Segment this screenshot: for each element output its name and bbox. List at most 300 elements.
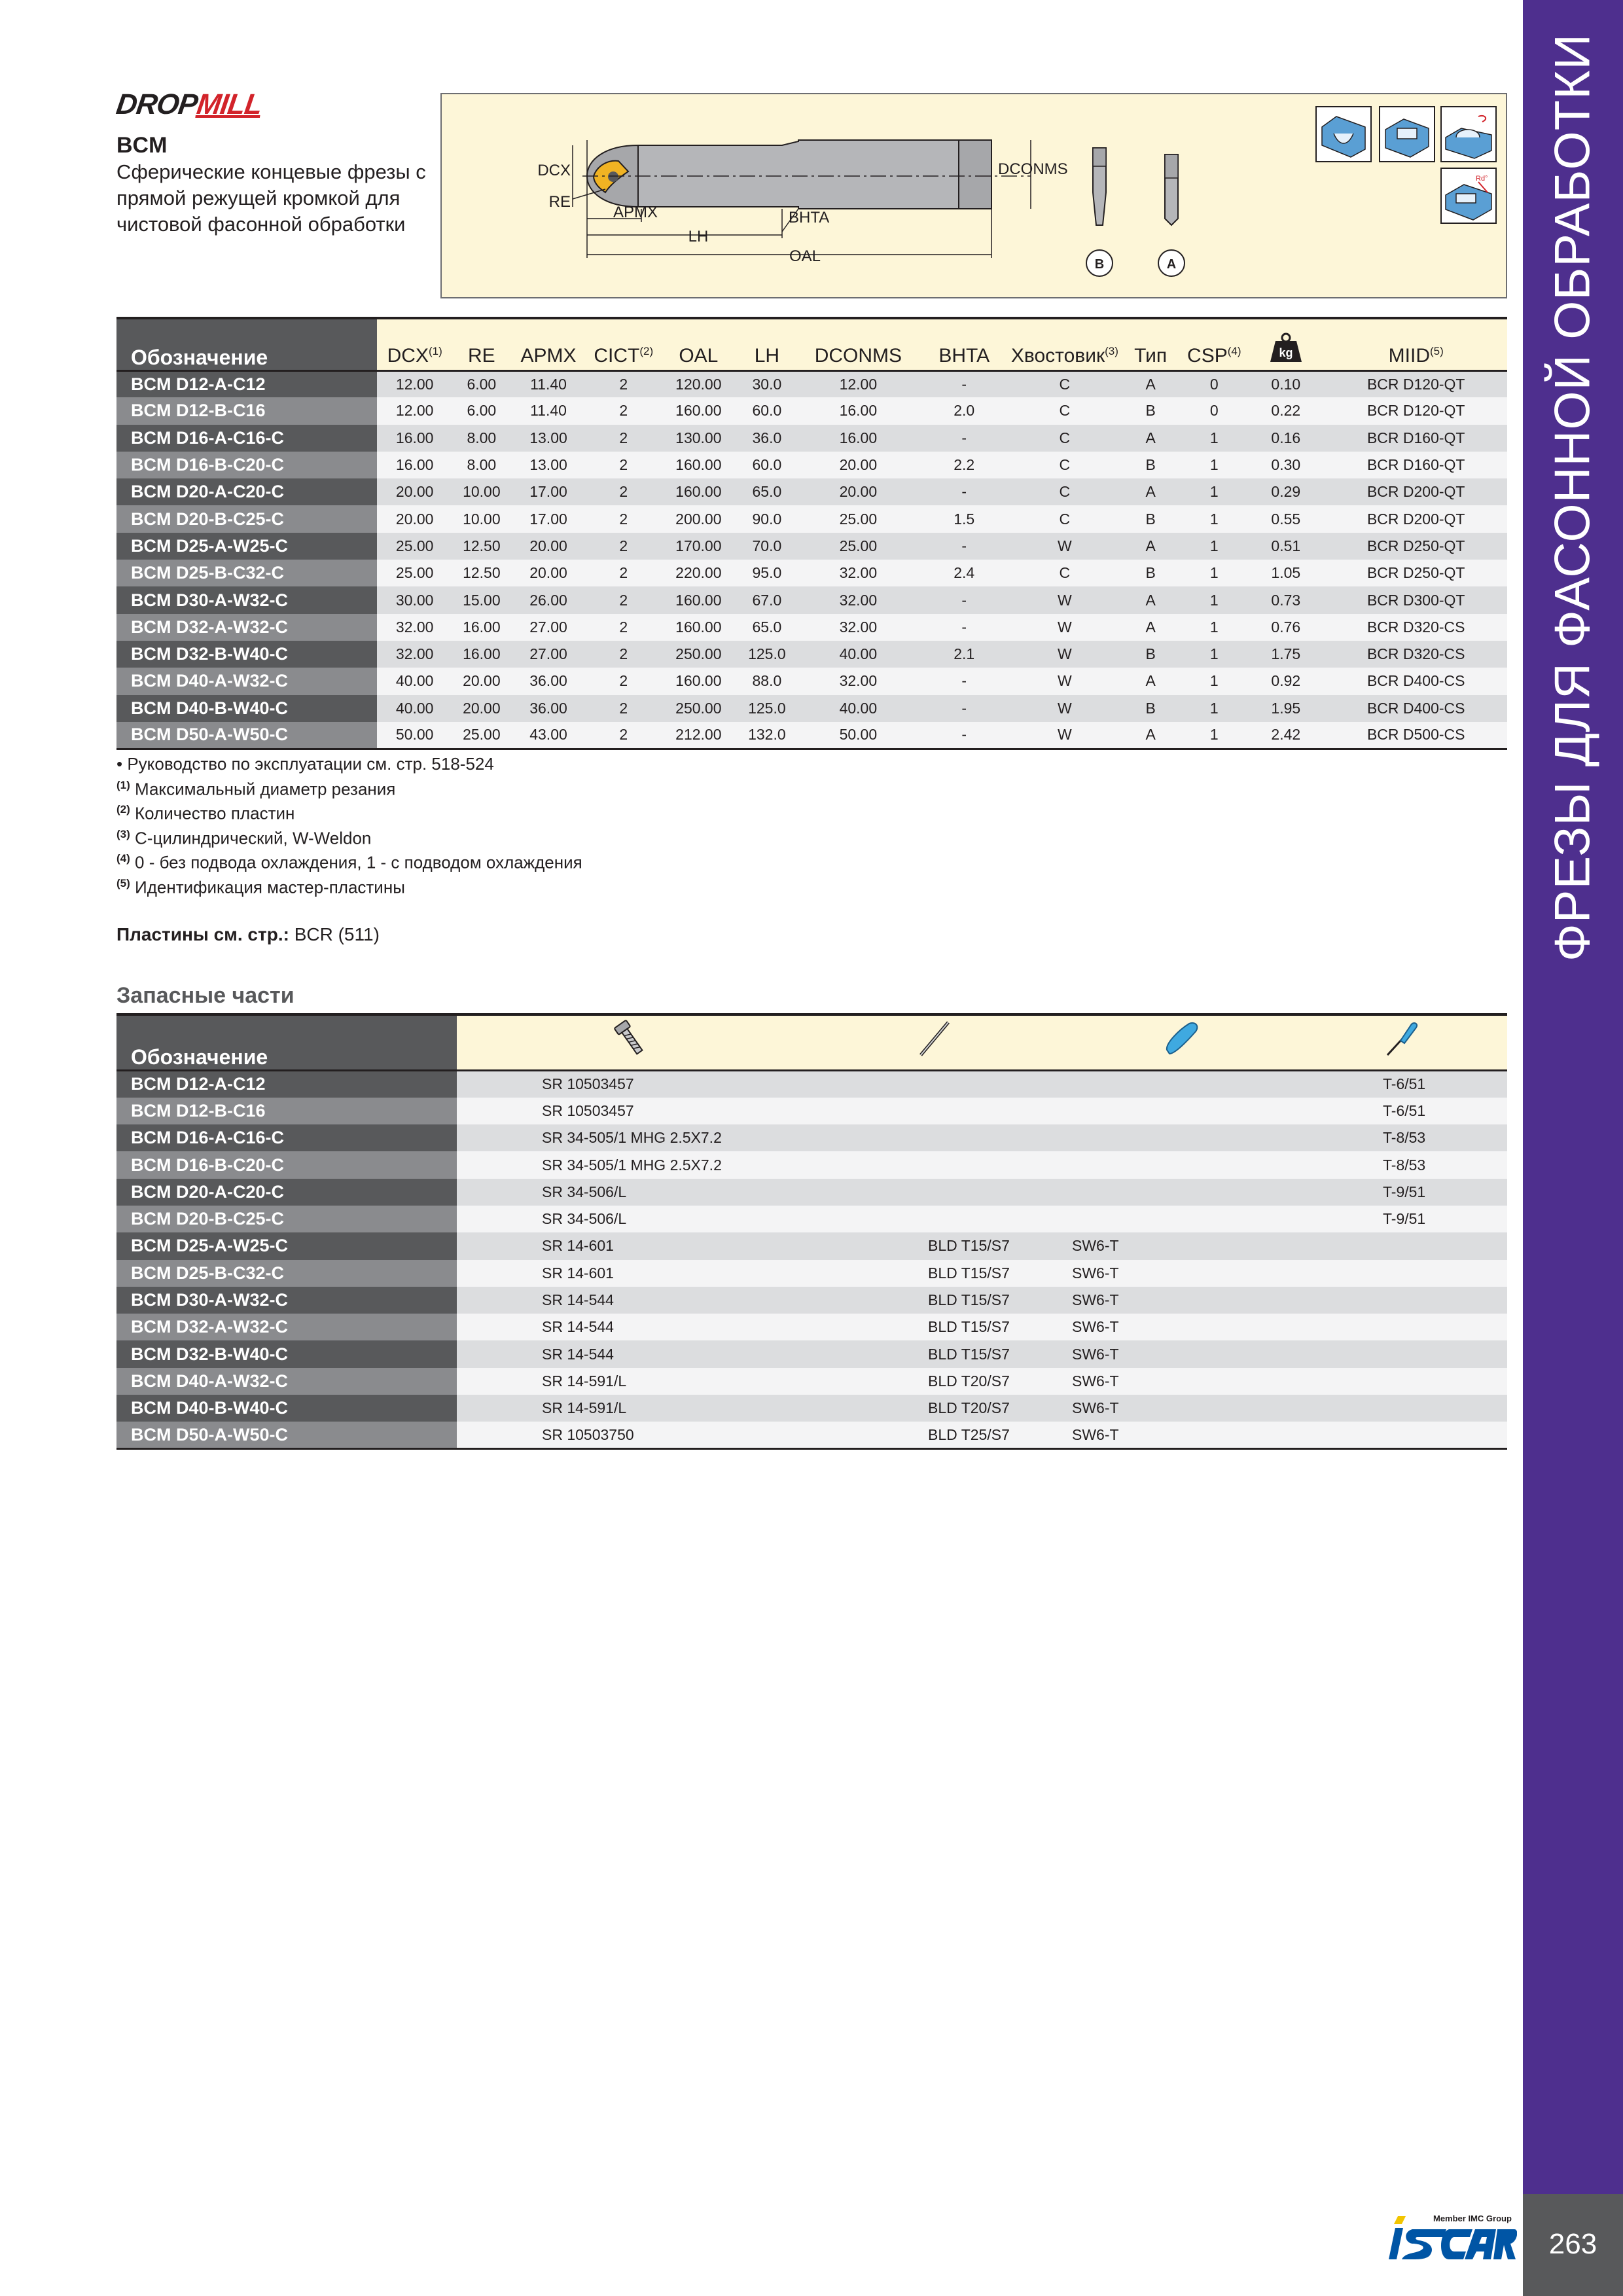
row-designation: BCM D16-B-C20-C — [116, 452, 377, 478]
table-cell: 2 — [586, 668, 661, 694]
table-header-row — [116, 1014, 1507, 1071]
col-header-label: Тип — [1134, 344, 1168, 367]
table-cell: 1.5 — [919, 505, 1010, 532]
table-cell: 1 — [1181, 695, 1247, 722]
inserts-link[interactable]: BCR (511) — [294, 924, 380, 944]
col-header — [377, 318, 452, 370]
table-cell: 2 — [586, 722, 661, 749]
table-cell: 20.00 — [798, 478, 918, 505]
table-cell: 32.00 — [377, 641, 452, 668]
table-cell: 2.0 — [919, 397, 1010, 424]
table-cell: W — [1010, 695, 1120, 722]
row-designation: BCM D32-A-W32-C — [116, 1314, 457, 1340]
col-header — [452, 318, 511, 370]
table-cell: 60.0 — [736, 452, 798, 478]
table-cell: 32.00 — [377, 614, 452, 641]
table-cell: 160.00 — [661, 668, 736, 694]
note-item — [116, 828, 371, 849]
table-cell: 16.00 — [798, 397, 918, 424]
col-header-label: DCX — [387, 344, 429, 367]
note-mark: • — [116, 754, 123, 774]
col-header-label: LH — [754, 344, 780, 367]
table-cell: 1 — [1181, 722, 1247, 749]
col-header-label: BHTA — [938, 344, 990, 367]
table-cell: 1.95 — [1247, 695, 1325, 722]
table-cell: 0.16 — [1247, 425, 1325, 452]
tool-diagram — [440, 93, 1507, 298]
table-cell: 0.29 — [1247, 478, 1325, 505]
table-row — [116, 1206, 1507, 1232]
table-cell: 32.00 — [798, 586, 918, 613]
table-cell: 2 — [586, 533, 661, 560]
table-cell: SW6-T — [1065, 1422, 1298, 1448]
table-cell: - — [919, 614, 1010, 641]
dim-oal-label: OAL — [789, 247, 821, 265]
table-cell: SR 34-505/1 MHG 2.5X7.2 — [457, 1151, 804, 1178]
row-designation: BCM D40-B-W40-C — [116, 695, 377, 722]
table-cell: 25.00 — [798, 505, 918, 532]
table-row — [116, 1314, 1507, 1340]
table-cell: 1 — [1181, 560, 1247, 586]
table-cell: 40.00 — [377, 695, 452, 722]
row-designation: BCM D20-A-C20-C — [116, 478, 377, 505]
table-row — [116, 614, 1507, 641]
table-cell: T-6/51 — [1298, 1071, 1507, 1098]
table-cell: 8.00 — [452, 452, 511, 478]
table-row — [116, 1232, 1507, 1259]
table-cell: 1.05 — [1247, 560, 1325, 586]
table-cell: BLD T15/S7 — [804, 1314, 1065, 1340]
table-cell: 160.00 — [661, 478, 736, 505]
table-cell: 125.0 — [736, 641, 798, 668]
table-cell: 12.00 — [377, 397, 452, 424]
table-cell: 2 — [586, 370, 661, 397]
row-designation: BCM D12-B-C16 — [116, 397, 377, 424]
table-cell: 0.76 — [1247, 614, 1325, 641]
col-header — [1120, 318, 1182, 370]
table-cell: SW6-T — [1065, 1314, 1298, 1340]
table-cell: SR 34-506/L — [457, 1206, 804, 1232]
table-cell: 0.22 — [1247, 397, 1325, 424]
table-cell: 15.00 — [452, 586, 511, 613]
col-header-label: DCONMS — [814, 344, 902, 367]
inserts-label: Пластины см. стр.: — [116, 924, 289, 944]
table-cell: 2 — [586, 695, 661, 722]
dim-re-label: RE — [548, 193, 571, 211]
row-designation: BCM D20-A-C20-C — [116, 1179, 457, 1206]
logo-mill-text: MILL — [194, 88, 264, 120]
table-cell: 36.0 — [736, 425, 798, 452]
table-cell: B — [1120, 641, 1182, 668]
table-cell — [804, 1098, 1065, 1124]
row-designation: BCM D30-A-W32-C — [116, 1287, 457, 1314]
table-cell: 25.00 — [377, 560, 452, 586]
col-header — [1181, 318, 1247, 370]
table-cell: 0.55 — [1247, 505, 1325, 532]
col-header — [1325, 318, 1507, 370]
table-row — [116, 1287, 1507, 1314]
table-cell: W — [1010, 668, 1120, 694]
table-cell: 12.00 — [377, 370, 452, 397]
table-row — [116, 1422, 1507, 1448]
table-row — [116, 478, 1507, 505]
row-designation: BCM D12-B-C16 — [116, 1098, 457, 1124]
col-header — [511, 318, 586, 370]
table-cell — [1065, 1098, 1298, 1124]
table-cell: 160.00 — [661, 397, 736, 424]
dim-dconms-label: DCONMS — [998, 160, 1068, 178]
table-cell: 212.00 — [661, 722, 736, 749]
table-cell: SW6-T — [1065, 1340, 1298, 1367]
table-cell: A — [1120, 533, 1182, 560]
table-row — [116, 722, 1507, 749]
page-number-box — [1523, 2194, 1623, 2296]
table-cell: 1 — [1181, 478, 1247, 505]
table-cell — [804, 1071, 1065, 1098]
series-description: Сферические концевые фрезы с прямой режущей кромкой для чистовой фасонной обработки — [116, 160, 426, 236]
table-cell: BLD T15/S7 — [804, 1340, 1065, 1367]
table-cell: BCR D400-CS — [1325, 668, 1507, 694]
table-cell: 36.00 — [511, 695, 586, 722]
table-cell: A — [1120, 586, 1182, 613]
table-cell: C — [1010, 478, 1120, 505]
table-cell: T-8/53 — [1298, 1124, 1507, 1151]
note-text: Идентификация мастер-пластины — [135, 877, 405, 897]
screw-icon — [607, 1016, 653, 1062]
table-cell: 1.75 — [1247, 641, 1325, 668]
col-header-weight — [1247, 318, 1325, 370]
table-cell: - — [919, 533, 1010, 560]
table-cell: C — [1010, 560, 1120, 586]
table-cell: 1 — [1181, 505, 1247, 532]
row-designation: BCM D16-B-C20-C — [116, 1151, 457, 1178]
table-cell: 120.00 — [661, 370, 736, 397]
col-header — [798, 318, 918, 370]
table-row — [116, 370, 1507, 397]
note-item — [116, 877, 405, 898]
table-row — [116, 1179, 1507, 1206]
table-cell: 13.00 — [511, 452, 586, 478]
table-cell — [1298, 1395, 1507, 1422]
table-cell: W — [1010, 641, 1120, 668]
col-header-label: CSP — [1187, 344, 1228, 367]
designation-header: Обозначение — [116, 318, 377, 370]
table-cell: SR 14-601 — [457, 1232, 804, 1259]
table-cell — [1065, 1179, 1298, 1206]
table-cell — [1065, 1151, 1298, 1178]
dropmill-logo — [114, 88, 264, 121]
row-designation: BCM D25-B-C32-C — [116, 560, 377, 586]
table-cell — [804, 1151, 1065, 1178]
dim-lh-label: LH — [688, 228, 709, 245]
table-row — [116, 586, 1507, 613]
table-cell: 2.2 — [919, 452, 1010, 478]
table-cell: 16.00 — [452, 614, 511, 641]
table-cell: 20.00 — [377, 505, 452, 532]
table-cell: 2 — [586, 641, 661, 668]
shank-type-a: A — [1166, 257, 1177, 272]
table-cell: 250.00 — [661, 695, 736, 722]
table-cell: - — [919, 722, 1010, 749]
table-cell: W — [1010, 614, 1120, 641]
table-cell: 50.00 — [798, 722, 918, 749]
table-cell: 27.00 — [511, 641, 586, 668]
table-row — [116, 1340, 1507, 1367]
table-cell — [1298, 1368, 1507, 1395]
table-row — [116, 695, 1507, 722]
table-row — [116, 668, 1507, 694]
table-cell: 10.00 — [452, 478, 511, 505]
row-designation: BCM D20-B-C25-C — [116, 1206, 457, 1232]
table-cell: 160.00 — [661, 452, 736, 478]
table-cell: 8.00 — [452, 425, 511, 452]
table-cell: 2.1 — [919, 641, 1010, 668]
table-cell: 36.00 — [511, 668, 586, 694]
dim-apmx-label: APMX — [613, 204, 658, 221]
row-designation: BCM D25-A-W25-C — [116, 533, 377, 560]
table-cell: BCR D320-CS — [1325, 641, 1507, 668]
row-designation: BCM D40-B-W40-C — [116, 1395, 457, 1422]
table-cell: 20.00 — [452, 668, 511, 694]
table-cell: SR 14-544 — [457, 1340, 804, 1367]
ramping-icon — [1440, 106, 1497, 162]
series-code: BCM — [116, 133, 168, 158]
col-header — [661, 318, 736, 370]
table-cell: SR 14-544 — [457, 1314, 804, 1340]
table-cell: 30.0 — [736, 370, 798, 397]
table-cell: SR 10503457 — [457, 1098, 804, 1124]
table-cell: 12.50 — [452, 560, 511, 586]
note-item — [116, 779, 395, 800]
table-row — [116, 452, 1507, 478]
shank-type-b: B — [1094, 257, 1105, 272]
table-cell: BCR D320-CS — [1325, 614, 1507, 641]
table-cell: 200.00 — [661, 505, 736, 532]
table-cell: SR 14-591/L — [457, 1368, 804, 1395]
table-cell: 67.0 — [736, 586, 798, 613]
table-cell: C — [1010, 370, 1120, 397]
designation-header: Обозначение — [116, 1014, 457, 1071]
table-cell: 40.00 — [798, 641, 918, 668]
col-header-label: APMX — [520, 344, 577, 367]
section-title: ФРЕЗЫ ДЛЯ ФАСОННОЙ ОБРАБОТКИ — [1544, 33, 1601, 961]
table-cell: 25.00 — [798, 533, 918, 560]
table-cell: - — [919, 668, 1010, 694]
table-cell: T-6/51 — [1298, 1098, 1507, 1124]
table-cell: 26.00 — [511, 586, 586, 613]
table-cell: SW6-T — [1065, 1260, 1298, 1287]
table-cell: SW6-T — [1065, 1287, 1298, 1314]
table-row — [116, 533, 1507, 560]
table-cell: 2 — [586, 425, 661, 452]
table-cell: T-9/51 — [1298, 1206, 1507, 1232]
table-cell: 0.92 — [1247, 668, 1325, 694]
table-cell: 16.00 — [798, 425, 918, 452]
table-row — [116, 1098, 1507, 1124]
table-cell: 170.00 — [661, 533, 736, 560]
col-header-label: MIID — [1388, 344, 1430, 367]
note-mark: (3) — [116, 828, 130, 840]
iscar-logo — [1386, 2214, 1517, 2268]
row-designation: BCM D12-A-C12 — [116, 1071, 457, 1098]
table-cell: B — [1120, 695, 1182, 722]
row-designation: BCM D32-A-W32-C — [116, 614, 377, 641]
spare-parts-title: Запасные части — [116, 983, 294, 1008]
table-cell: 160.00 — [661, 586, 736, 613]
note-text: 0 - без подвода охлаждения, 1 - с подводом охлаждения — [135, 852, 582, 872]
row-designation: BCM D30-A-W32-C — [116, 586, 377, 613]
table-cell — [1065, 1124, 1298, 1151]
table-cell: 2 — [586, 614, 661, 641]
rd-label: Rd° — [1476, 175, 1488, 183]
col-header-wrench — [1065, 1014, 1298, 1071]
table-cell — [804, 1179, 1065, 1206]
table-cell — [1298, 1287, 1507, 1314]
row-designation: BCM D32-B-W40-C — [116, 641, 377, 668]
key-blade-icon — [912, 1016, 957, 1062]
table-cell: BLD T15/S7 — [804, 1260, 1065, 1287]
table-header-row — [116, 318, 1507, 370]
page-number: 263 — [1548, 2228, 1597, 2260]
table-cell: - — [919, 370, 1010, 397]
row-designation: BCM D50-A-W50-C — [116, 722, 377, 749]
table-cell — [1298, 1340, 1507, 1367]
table-cell — [804, 1206, 1065, 1232]
table-cell: BCR D500-CS — [1325, 722, 1507, 749]
table-cell: 11.40 — [511, 370, 586, 397]
table-cell: 20.00 — [377, 478, 452, 505]
table-cell: 125.0 — [736, 695, 798, 722]
table-cell: SW6-T — [1065, 1232, 1298, 1259]
table-cell: 220.00 — [661, 560, 736, 586]
table-cell: B — [1120, 397, 1182, 424]
table-cell: 30.00 — [377, 586, 452, 613]
weight-kg-text: kg — [1279, 346, 1293, 359]
note-item — [116, 754, 494, 774]
table-cell: A — [1120, 668, 1182, 694]
table-cell — [1298, 1260, 1507, 1287]
note-mark: (1) — [116, 779, 130, 791]
table-cell: BCR D160-QT — [1325, 425, 1507, 452]
table-cell: 0.73 — [1247, 586, 1325, 613]
screwdriver-icon — [1380, 1016, 1425, 1062]
table-cell: 1 — [1181, 452, 1247, 478]
table-cell: SR 14-601 — [457, 1260, 804, 1287]
table-cell: A — [1120, 370, 1182, 397]
table-cell: BLD T25/S7 — [804, 1422, 1065, 1448]
table-cell: BLD T15/S7 — [804, 1287, 1065, 1314]
table-cell: 160.00 — [661, 614, 736, 641]
table-cell: A — [1120, 722, 1182, 749]
table-cell: SR 14-544 — [457, 1287, 804, 1314]
table-cell: BCR D120-QT — [1325, 370, 1507, 397]
table-cell: BLD T20/S7 — [804, 1368, 1065, 1395]
table-cell: 60.0 — [736, 397, 798, 424]
table-cell: 10.00 — [452, 505, 511, 532]
col-header-note: (5) — [1429, 344, 1444, 357]
table-cell: 250.00 — [661, 641, 736, 668]
table-cell — [1065, 1071, 1298, 1098]
table-cell: SW6-T — [1065, 1395, 1298, 1422]
table-cell: 88.0 — [736, 668, 798, 694]
table-row — [116, 641, 1507, 668]
table-cell: 2 — [586, 397, 661, 424]
table-cell: T-8/53 — [1298, 1151, 1507, 1178]
table-cell: - — [919, 478, 1010, 505]
col-header-label: RE — [468, 344, 495, 367]
note-text: Количество пластин — [135, 803, 295, 823]
table-cell: 40.00 — [798, 695, 918, 722]
table-cell: 40.00 — [377, 668, 452, 694]
table-cell: 2 — [586, 586, 661, 613]
table-cell: 2 — [586, 505, 661, 532]
wrench-handle-icon — [1159, 1016, 1205, 1062]
table-cell: 32.00 — [798, 668, 918, 694]
table-row — [116, 1151, 1507, 1178]
table-cell: 95.0 — [736, 560, 798, 586]
table-cell: 20.00 — [511, 560, 586, 586]
table-cell: 132.0 — [736, 722, 798, 749]
helical-ramping-icon — [1440, 168, 1497, 224]
table-cell: - — [919, 586, 1010, 613]
note-item — [116, 852, 582, 873]
pocket-icon — [1379, 106, 1435, 162]
table-cell: 20.00 — [798, 452, 918, 478]
table-cell: 70.0 — [736, 533, 798, 560]
col-header — [919, 318, 1010, 370]
note-text: Максимальный диаметр резания — [135, 779, 396, 799]
table-cell: - — [919, 425, 1010, 452]
col-header — [1010, 318, 1120, 370]
member-imc-text: Member IMC Group — [1433, 2214, 1512, 2223]
table-cell: 16.00 — [377, 425, 452, 452]
table-cell: 2.4 — [919, 560, 1010, 586]
row-designation: BCM D25-B-C32-C — [116, 1260, 457, 1287]
table-cell: 2 — [586, 478, 661, 505]
table-cell: 20.00 — [452, 695, 511, 722]
table-cell: 17.00 — [511, 478, 586, 505]
table-cell: 6.00 — [452, 370, 511, 397]
table-cell: BCR D120-QT — [1325, 397, 1507, 424]
table-cell: SR 14-591/L — [457, 1395, 804, 1422]
table-cell: 11.40 — [511, 397, 586, 424]
table-cell — [804, 1124, 1065, 1151]
row-designation: BCM D20-B-C25-C — [116, 505, 377, 532]
table-cell: B — [1120, 505, 1182, 532]
table-cell: W — [1010, 722, 1120, 749]
table-row — [116, 1260, 1507, 1287]
table-cell: 0.10 — [1247, 370, 1325, 397]
inserts-reference[interactable] — [116, 924, 380, 945]
table-cell: 130.00 — [661, 425, 736, 452]
table-cell: 65.0 — [736, 614, 798, 641]
dim-dcx-label: DCX — [537, 162, 571, 179]
table-row — [116, 425, 1507, 452]
col-header-screwdriver — [1298, 1014, 1507, 1071]
col-header-note: (2) — [639, 344, 654, 357]
table-cell: 1 — [1181, 641, 1247, 668]
table-cell: 0 — [1181, 397, 1247, 424]
logo-drop-text: DROP — [114, 88, 200, 120]
table-cell: BCR D400-CS — [1325, 695, 1507, 722]
table-cell: 6.00 — [452, 397, 511, 424]
table-cell: 1 — [1181, 668, 1247, 694]
table-cell: 32.00 — [798, 614, 918, 641]
weight-kg-icon — [1269, 332, 1303, 363]
table-cell: 65.0 — [736, 478, 798, 505]
col-header-note: (3) — [1105, 344, 1118, 357]
table-cell: 2 — [586, 560, 661, 586]
